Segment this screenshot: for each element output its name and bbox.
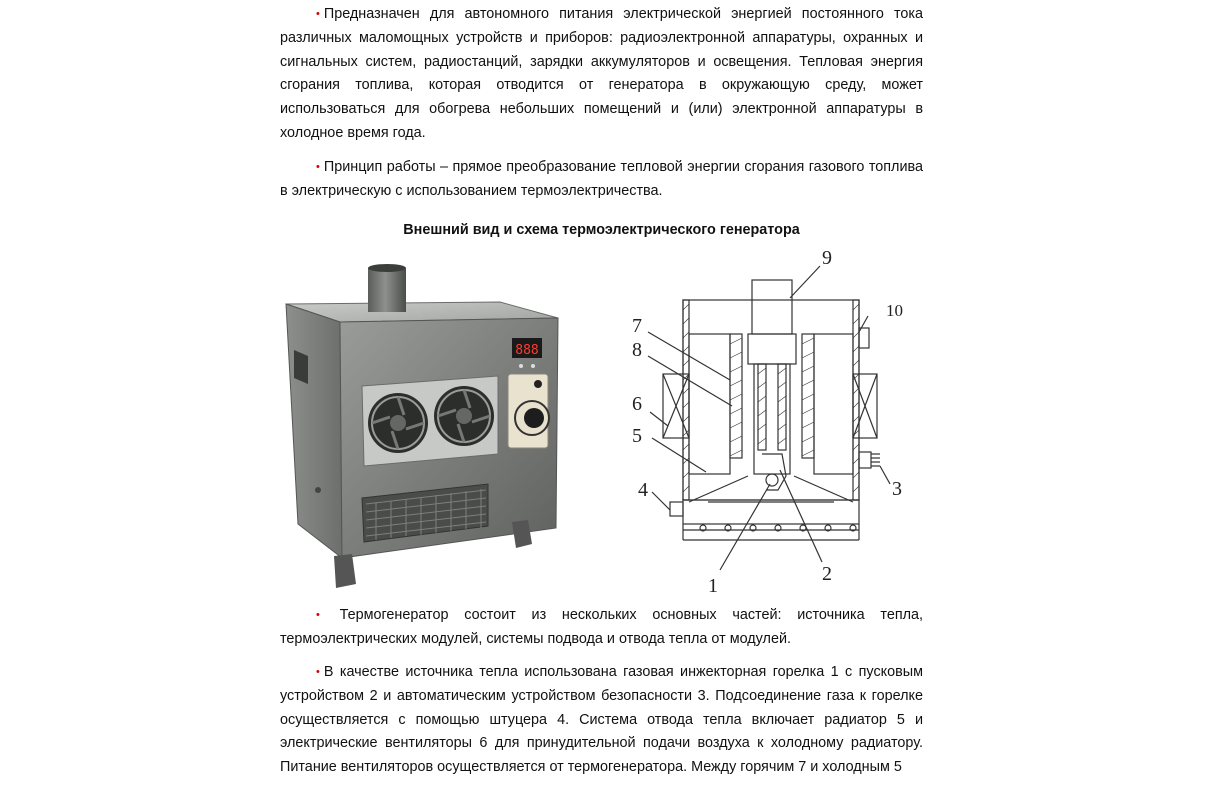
label-9: 9: [822, 247, 832, 269]
schematic-outer-case: [683, 300, 859, 500]
generator-schematic: [628, 240, 928, 600]
display-readout: 888: [515, 343, 539, 358]
paragraph-purpose-text: Предназначен для автономного питания электрической энергией постоянного тока различных маломощных устройств и приборов: радиоэлектронной аппаратуры, охранных и сигнальных систем, радиостанций, зарядки аккумуляторов и освещения. Тепловая энергия сгорания топлива, которая отводится от генератора в окружающую среду, может использоваться для обогрева небольших помещений и (или) электронной аппаратуры в холодное время года.: [280, 6, 923, 141]
label-1: 1: [708, 575, 718, 597]
label-2: 2: [822, 563, 832, 585]
bullet-icon: •: [316, 609, 320, 621]
figure-caption: Внешний вид и схема термоэлектрического генератора: [403, 222, 800, 238]
bullet-icon: •: [316, 8, 320, 20]
exhaust-pipe-top: [368, 264, 406, 272]
paragraph-principle: [280, 156, 923, 204]
paragraph-principle-text: Принцип работы – прямое преобразование тепловой энергии сгорания газового топлива в электрическую с использованием термоэлектричества.: [280, 159, 923, 199]
schematic-base: [683, 500, 859, 524]
paragraph-composition: [280, 604, 923, 652]
label-8: 8: [632, 339, 642, 361]
bullet-icon: •: [316, 161, 320, 173]
paragraph-heat-source-text: В качестве источника тепла использована газовая инжекторная горелка 1 с пусковым устройством 2 и автоматическим устройством безопасности 3. Подсоединение газа к горелке осуществляется с помощью штуцера 4. Система отвода тепла включает радиатор 5 и электрические вентиляторы 6 для принудительной подачи воздуха к холодному радиатору. Питание вентиляторов осуществляется от термогенератора. Между горячим 7 и холодным 5: [280, 664, 923, 776]
label-10: 10: [886, 301, 903, 320]
label-4: 4: [638, 479, 648, 501]
schematic-chimney: [752, 280, 792, 334]
label-7: 7: [632, 315, 642, 337]
case-side: [286, 304, 342, 558]
foot-left: [334, 554, 356, 588]
paragraph-purpose: [280, 3, 923, 146]
label-3: 3: [892, 478, 902, 500]
side-handle: [294, 350, 308, 384]
exhaust-pipe: [368, 268, 406, 312]
paragraph-composition-text: Термогенератор состоит из нескольких основных частей: источника тепла, термоэлектрических модулей, системы подвода и отвода тепла от модулей.: [280, 607, 924, 647]
generator-photo: [276, 258, 572, 594]
schematic-radiator-left: [689, 334, 730, 474]
paragraph-heat-source: [280, 661, 923, 780]
label-5: 5: [632, 425, 642, 447]
schematic-radiator-right: [814, 334, 853, 474]
schematic-burner: [766, 474, 778, 486]
bullet-icon: •: [316, 666, 320, 678]
label-6: 6: [632, 393, 642, 415]
